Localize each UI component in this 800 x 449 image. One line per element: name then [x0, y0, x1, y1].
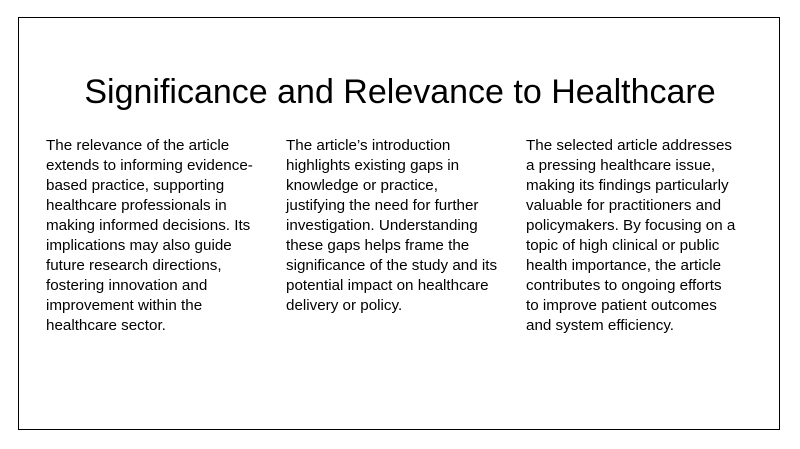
slide [18, 17, 780, 430]
text-column-left: The relevance of the article extends to informing evidence-based practice, supporting healthcare professionals in making informed decisions. Its implications may also guide future research directions, fostering innovation and improvement within the healthcare sector. [46, 137, 253, 334]
text-column-middle: The article’s introduction highlights existing gaps in knowledge or practice, justifying the need for further investigation. Understanding these gaps helps frame the significance of the study and its potential impact on healthcare delivery or policy. [286, 137, 498, 314]
slide-title: Significance and Relevance to Healthcare [84, 73, 716, 111]
text-column-right: The selected article addresses a pressing healthcare issue, making its findings particularly valuable for practitioners and policymakers. By focusing on a topic of high clinical or public health importance, the article contributes to ongoing efforts to improve patient outcomes and system efficiency. [526, 137, 736, 334]
